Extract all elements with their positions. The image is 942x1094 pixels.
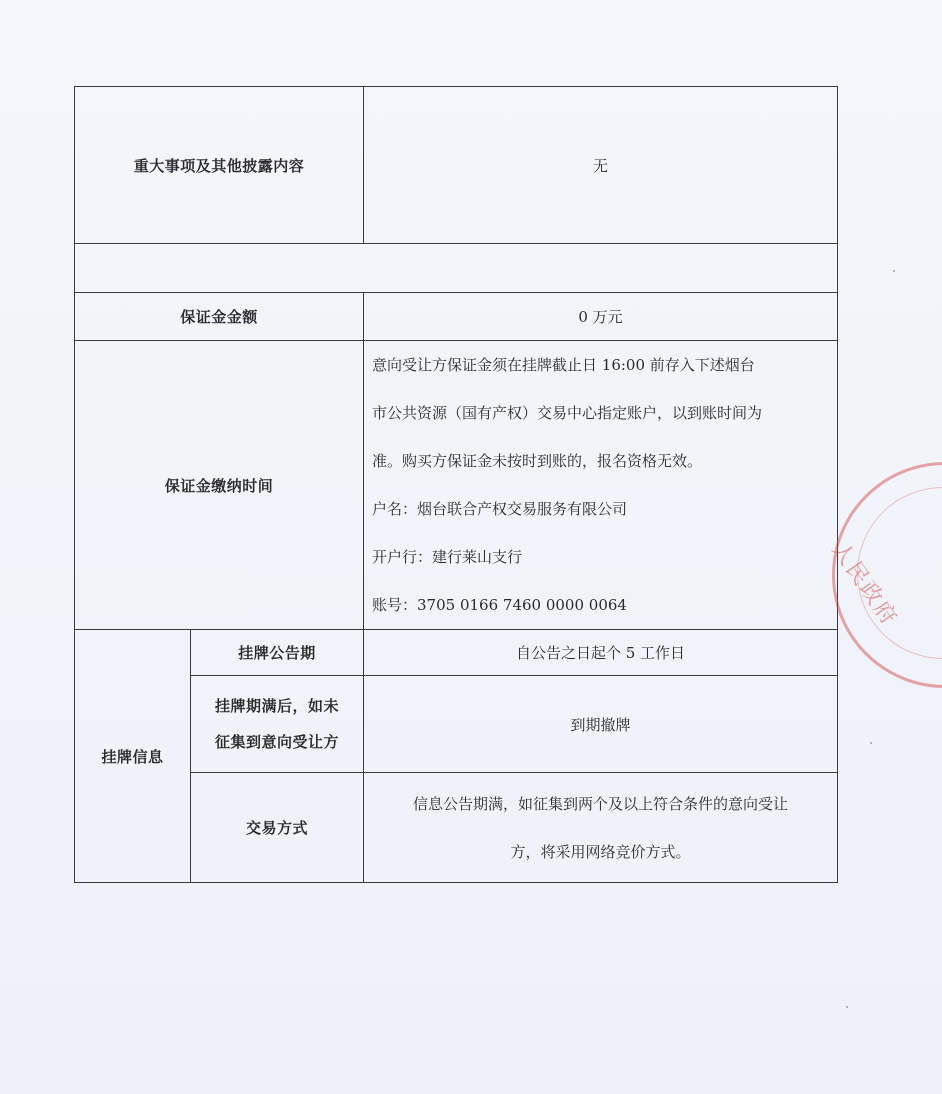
deposit-time-line: 市公共资源（国有产权）交易中心指定账户，以到账时间为 [372, 404, 763, 422]
official-seal [826, 462, 942, 688]
deposit-time-line: 意向受让方保证金须在挂牌截止日 16:00 前存入下述烟台 [372, 356, 755, 374]
deposit-time-details [364, 341, 838, 630]
deposit-time-label: 保证金缴纳时间 [75, 341, 364, 630]
deposit-amount-label: 保证金金额 [75, 293, 364, 341]
listing-expiry-label-line: 挂牌期满后，如未 [215, 697, 340, 715]
scan-speck [846, 1006, 848, 1008]
scan-speck [893, 270, 895, 272]
deposit-amount-value: 0 万元 [364, 293, 838, 341]
trade-method-line: 信息公告期满，如征集到两个及以上符合条件的意向受让 [413, 794, 789, 813]
listing-expiry-value: 到期撤牌 [364, 676, 838, 773]
row-listing-period [75, 630, 838, 676]
trade-method-line: 方，将采用网络竞价方式。 [510, 842, 691, 861]
listing-expiry-label-line: 征集到意向受让方 [215, 733, 340, 751]
listing-period-label: 挂牌公告期 [191, 630, 364, 676]
deposit-time-line: 准。购买方保证金未按时到账的，报名资格无效。 [372, 452, 703, 470]
trade-method-label: 交易方式 [191, 773, 364, 883]
major-matters-value: 无 [364, 87, 838, 244]
trade-method-value [364, 773, 838, 883]
major-matters-label: 重大事项及其他披露内容 [75, 87, 364, 244]
row-deposit-amount [75, 293, 838, 341]
bank-line: 开户行：建行莱山支行 [372, 548, 523, 566]
info-table [74, 86, 838, 883]
listing-expiry-label [191, 676, 364, 773]
listing-period-value: 自公告之日起个 5 工作日 [364, 630, 838, 676]
seal-text: 人民政府 [826, 537, 902, 631]
listing-info-label: 挂牌信息 [75, 630, 191, 883]
row-major-matters [75, 87, 838, 244]
row-deposit-time [75, 341, 838, 630]
scan-speck [870, 742, 872, 744]
row-empty [75, 244, 838, 293]
account-name-line: 户名：烟台联合产权交易服务有限公司 [372, 500, 628, 518]
account-number-line: 账号：3705 0166 7460 0000 0064 [372, 596, 627, 614]
empty-cell [75, 244, 838, 293]
